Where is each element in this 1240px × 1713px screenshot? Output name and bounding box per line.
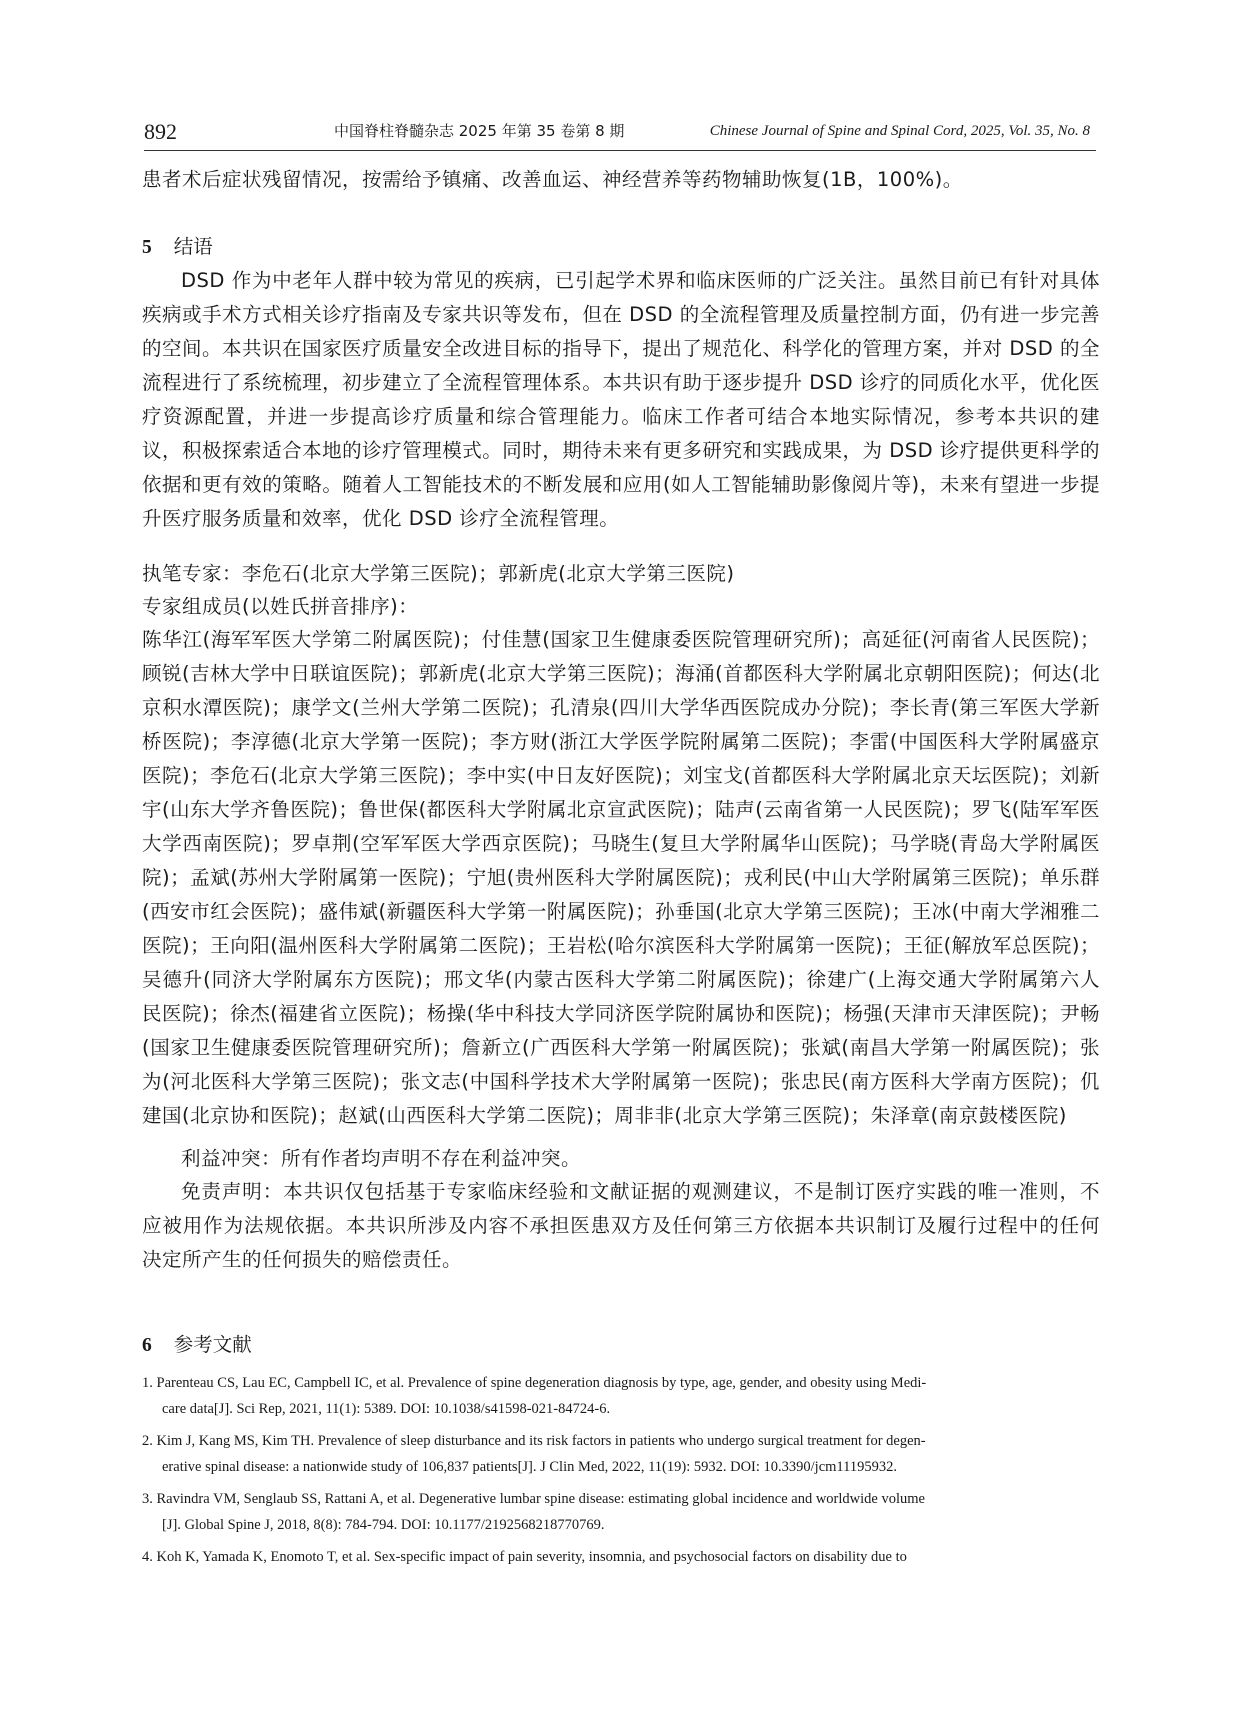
expert-group-label: 专家组成员(以姓氏拼音排序)： — [142, 595, 419, 618]
section-5-heading — [142, 232, 213, 263]
journal-title-chinese: 中国脊柱脊髓杂志 2025 年第 35 卷第 8 期 — [334, 122, 625, 140]
expert-group-members: 陈华江(海军军医大学第二附属医院)；付佳慧(国家卫生健康委医院管理研究所)；高延征(河南省人民医院)；顾锐(吉林大学中日联谊医院)；郭新虎(北京大学第三医院)；海涌(首都医科大学附属北京朝阳医院)；何达(北京积水潭医院)；康学文(兰州大学第二医院)；孔清泉(四川大学华西医院成办分院)；李长青(第三军医大学新桥医院)；李淳德(北京大学第一医院)；李方财(浙江大学医学院附属第二医院)；李雷(中国医科大学附属盛京医院)；李危石(北京大学第三医院)；李中实(中日友好医院)；刘宝戈(首都医科大学附属北京天坛医院)；刘新宇(山东大学齐鲁医院)；鲁世保(都医科大学附属北京宣武医院)；陆声(云南省第一人民医院)；罗飞(陆军军医大学西南医院)；罗卓荆(空军军医大学西京医院)；马晓生(复旦大学附属华山医院)；马学晓(青岛大学附属医院)；孟斌(苏州大学附属第一医院)；宁旭(贵州医科大学附属医院)；戎利民(中山大学附属第三医院)；单乐群(西安市红会医院)；盛伟斌(新疆医科大学第一附属医院)；孙垂国(北京大学第三医院)；王冰(中南大学湘雅二医院)；王向阳(温州医科大学附属第二医院)；王岩松(哈尔滨医科大学附属第一医院)；王征(解放军总医院)；吴德升(同济大学附属东方医院)；邢文华(内蒙古医科大学第二附属医院)；徐建广(上海交通大学附属第六人民医院)；徐杰(福建省立医院)；杨操(华中科技大学同济医学院附属协和医院)；杨强(天津市天津医院)；尹畅(国家卫生健康委医院管理研究所)；詹新立(广西医科大学第一附属医院)；张斌(南昌大学第一附属医院)；张为(河北医科大学第三医院)；张文志(中国科学技术大学附属第一医院)；张忠民(南方医科大学南方医院)；仉建国(北京协和医院)；赵斌(山西医科大学第二医院)；周非非(北京大学第三医院)；朱泽章(南京鼓楼医院) — [142, 628, 1100, 1127]
page-number: 892 — [144, 119, 177, 144]
reference-continuation: [J]. Global Spine J, 2018, 8(8): 784-794. DOI: 10.1177/2192568218770769. — [162, 1517, 605, 1533]
journal-title-english: Chinese Journal of Spine and Spinal Cord, 2025, Vol. 35, No. 8 — [709, 123, 1090, 139]
reference-first-line: 4. Koh K, Yamada K, Enomoto T, et al. Sex-specific impact of pain severity, insomnia, and psychosocial factors on disability due to — [142, 1549, 907, 1565]
writing-experts: 执笔专家：李危石(北京大学第三医院)；郭新虎(北京大学第三医院) — [142, 562, 735, 585]
running-header — [144, 118, 1096, 151]
conflict-of-interest: 利益冲突：所有作者均声明不存在利益冲突。 — [181, 1147, 582, 1170]
section-number: 6 — [142, 1335, 152, 1356]
carryover-paragraph: 患者术后症状残留情况，按需给予镇痛、改善血运、神经营养等药物辅助恢复(1B，100%)。 — [142, 168, 963, 191]
reference-first-line: 1. Parenteau CS, Lau EC, Campbell IC, et al. Prevalence of spine degeneration diagnosis by type, age, gender, and obesity using Medi- — [142, 1375, 927, 1391]
reference-first-line: 3. Ravindra VM, Senglaub SS, Rattani A, et al. Degenerative lumbar spine disease: estimating global incidence and worldwide volume — [142, 1491, 925, 1507]
disclaimer: 免责声明：本共识仅包括基于专家临床经验和文献证据的观测建议，不是制订医疗实践的唯一准则，不应被用作为法规依据。本共识所涉及内容不承担医患双方及任何第三方依据本共识制订及履行过程中的任何决定所产生的任何损失的赔偿责任。 — [142, 1180, 1100, 1271]
reference-item — [142, 1486, 1100, 1538]
reference-first-line: 2. Kim J, Kang MS, Kim TH. Prevalence of sleep disturbance and its risk factors in patients who undergo surgical treatment for degen- — [142, 1433, 926, 1449]
section-title: 参考文献 — [173, 1333, 252, 1356]
reference-item — [142, 1428, 1100, 1480]
reference-continuation: erative spinal disease: a nationwide study of 106,837 patients[J]. J Clin Med, 2022, 11(19): 5932. DOI: 10.3390/jcm11195932. — [162, 1459, 897, 1475]
conclusion-paragraph: DSD 作为中老年人群中较为常见的疾病，已引起学术界和临床医师的广泛关注。虽然目前已有针对具体疾病或手术方式相关诊疗指南及专家共识等发布，但在 DSD 的全流程管理及质量控制方面，仍有进一步完善的空间。本共识在国家医疗质量安全改进目标的指导下，提出了规范化、科学化的管理方案，并对 DSD 的全流程进行了系统梳理，初步建立了全流程管理体系。本共识有助于逐步提升 DSD 诊疗的同质化水平，优化医疗资源配置，并进一步提高诊疗质量和综合管理能力。临床工作者可结合本地实际情况，参考本共识的建议，积极探索适合本地的诊疗管理模式。同时，期待未来有更多研究和实践成果，为 DSD 诊疗提供更科学的依据和更有效的策略。随着人工智能技术的不断发展和应用(如人工智能辅助影像阅片等)，未来有望进一步提升医疗服务质量和效率，优化 DSD 诊疗全流程管理。 — [142, 269, 1100, 530]
section-number: 5 — [142, 237, 152, 258]
reference-item — [142, 1370, 1100, 1422]
section-6-heading — [142, 1330, 252, 1361]
reference-item — [142, 1544, 1100, 1570]
reference-continuation: care data[J]. Sci Rep, 2021, 11(1): 5389. DOI: 10.1038/s41598-021-84724-6. — [162, 1401, 611, 1417]
section-title: 结语 — [173, 235, 213, 258]
